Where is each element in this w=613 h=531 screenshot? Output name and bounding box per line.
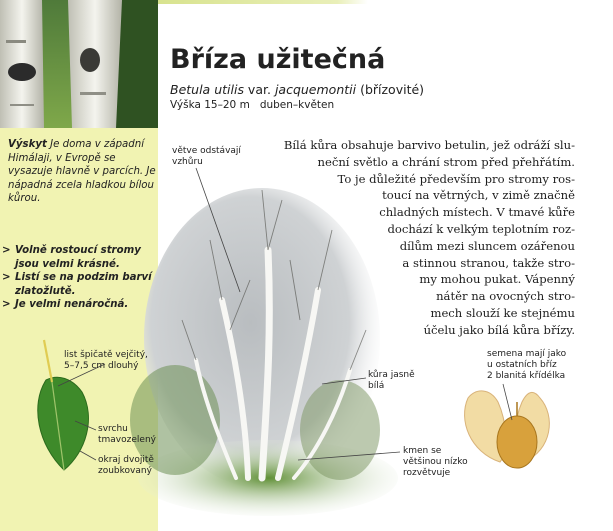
label-bark: kůra jasně bílá	[368, 370, 415, 391]
label-seeds: semena mají jako u ostatních bříz 2 blanitá křídélka	[487, 349, 567, 381]
arrow-icon: >	[2, 272, 11, 283]
arrow-icon: >	[2, 245, 11, 256]
occurrence-text: Výskyt Je doma v západní Himálaji, v Evropě se vysazuje hlavně v parcích. Je nápadná zcela hladkou bílou kůrou.	[8, 139, 156, 204]
feature-item: > Volně rostoucí stromy jsou velmi krásné.	[2, 245, 141, 270]
arrow-icon: >	[2, 299, 11, 310]
label-upper-side: svrchu tmavozelený	[98, 424, 156, 445]
latin-name: Betula utilis var. jacquemontii (břízovité)	[170, 82, 425, 97]
label-trunk: kmen se většinou nízko rozvětvuje	[403, 446, 468, 478]
feature-item: > Je velmi nenáročná.	[2, 299, 129, 310]
label-branches: větve odstávají vzhůru	[172, 146, 241, 167]
body-text: Bílá kůra obsahuje barvivo betulin, jež odráží slu- neční světlo a chrání strom před přehřátím. To je důležité především pro stromy ros- toucí na větrných, v zimě značně chladných místech. V tmavé kůře dochází k velkým teplotním roz- dílům mezi sluncem ozářenou a stinnou stranou, takže stro- my mohou pukat. Vápenný nátěr na ovocných stro- mech slouží ke stejnému účelu jako bílá kůra břízy.	[283, 138, 575, 337]
label-leaf: list špičatě vejčitý, 5–7,5 cm dlouhý	[64, 350, 148, 371]
tree-meta: Výška 15–20 m duben–květen	[170, 99, 335, 111]
label-edge: okraj dvojitě zoubkovaný	[98, 455, 154, 476]
page-title: Bříza užitečná	[170, 44, 386, 75]
feature-item: > Listí se na podzim barví zlatožlutě.	[2, 272, 152, 297]
